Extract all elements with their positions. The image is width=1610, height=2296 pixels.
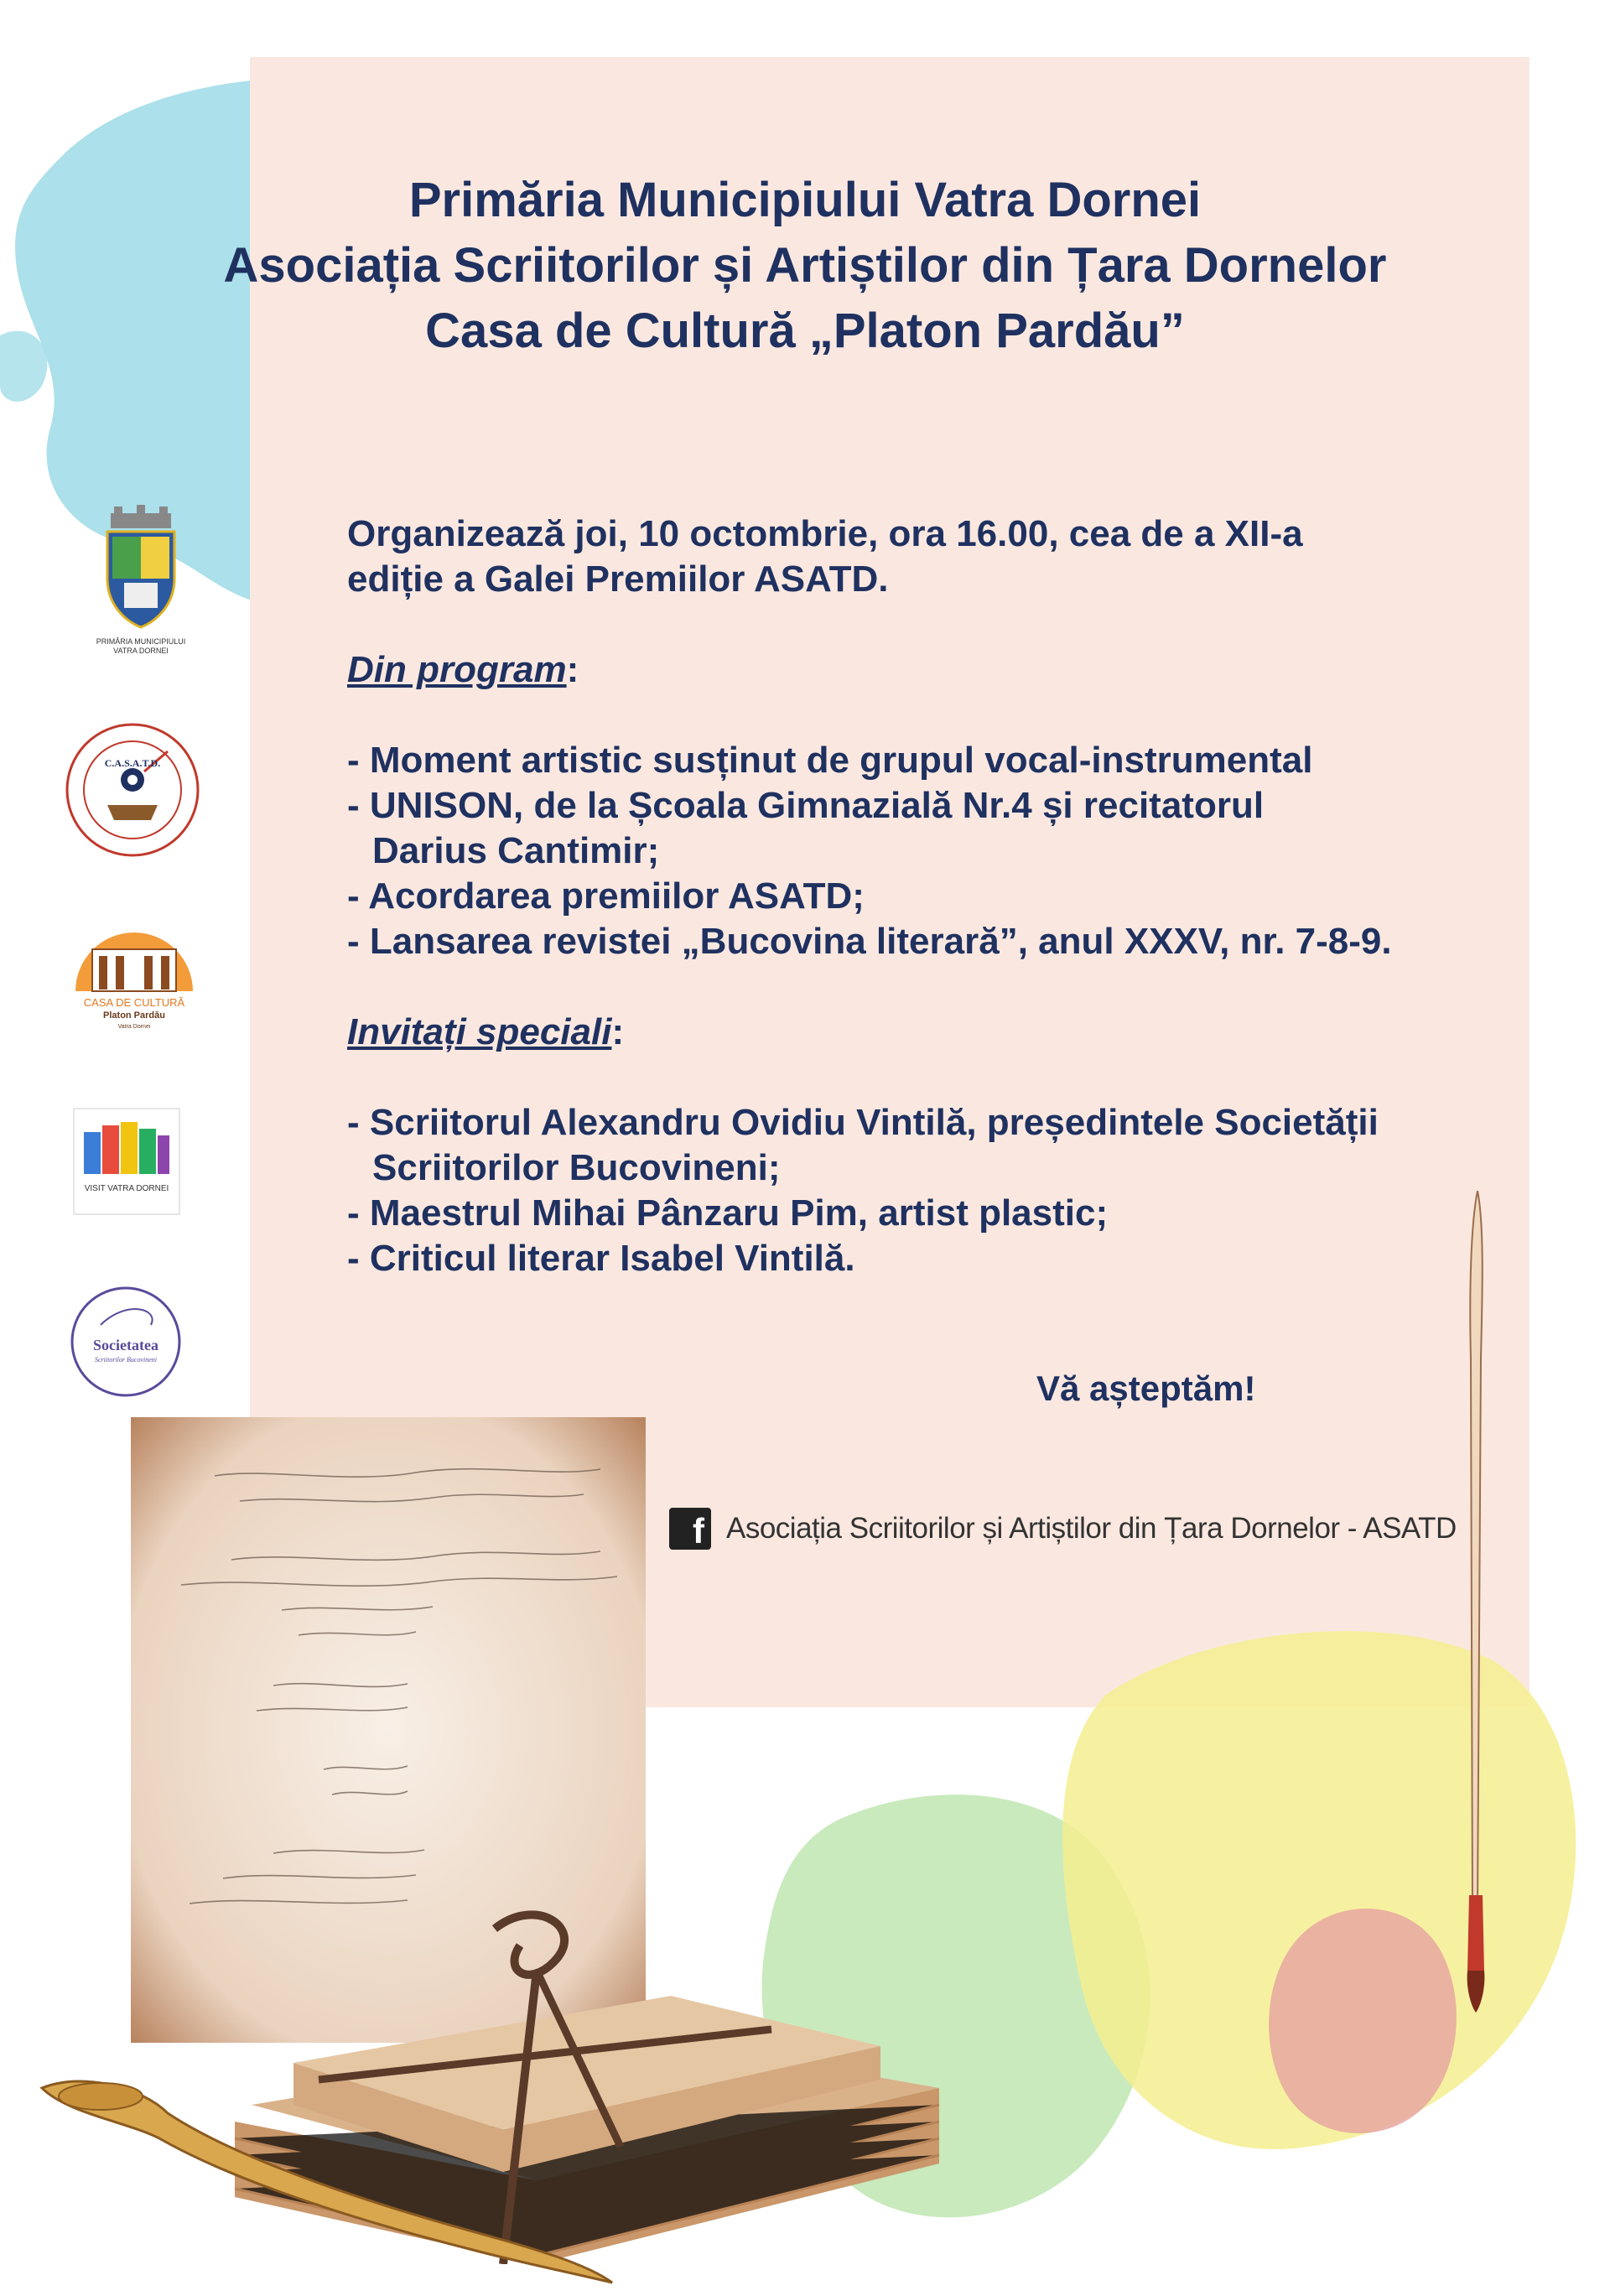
svg-text:Societatea: Societatea <box>93 1337 158 1353</box>
guest-item: - Criticul literar Isabel Vintilă. <box>347 1238 855 1279</box>
svg-text:Vatra Dornei: Vatra Dornei <box>117 1024 151 1030</box>
societatea-logo <box>67 1283 184 1400</box>
coat-of-arms-icon <box>99 503 183 637</box>
program-list <box>347 738 1521 964</box>
intro-line-2: ediție a Galei Premiilor ASATD. <box>347 558 889 600</box>
event-details <box>347 512 1521 1281</box>
header <box>0 168 1610 364</box>
asatd-seal-icon <box>64 721 201 859</box>
program-item: - Moment artistic susținut de grupul vocal-instrumental <box>347 740 1313 781</box>
guest-item: - Maestrul Mihai Pânzaru Pim, artist plastic; <box>347 1192 1109 1234</box>
guests-heading: Invitați speciali: <box>347 1011 625 1052</box>
header-line-casa-cultura: Casa de Cultură „Platon Pardău” <box>425 304 1185 358</box>
header-line-primaria: Primăria Municipiului Vatra Dornei <box>408 173 1202 227</box>
svg-text:Platon Pardău: Platon Pardău <box>103 1010 165 1021</box>
program-item: - UNISON, de la Școala Gimnazială Nr.4 și recitatorul <box>347 785 1265 826</box>
casa-de-cultura-logo <box>50 916 218 1033</box>
facebook-page-link[interactable] <box>669 1508 1457 1550</box>
svg-text:CASA DE CULTURĂ: CASA DE CULTURĂ <box>83 996 185 1009</box>
primaria-logo-caption: PRIMĂRIA MUNICIPIULUI VATRA DORNEI <box>96 637 186 655</box>
facebook-page-name: Asociația Scriitorilor și Artiștilor din Țara Dornelor - ASATD <box>726 1512 1457 1545</box>
program-item: Darius Cantimir; <box>372 830 660 871</box>
quill-pen-illustration <box>34 2063 621 2289</box>
intro-line-1: Organizează joi, 10 octombrie, ora 16.00, cea de a XII-a <box>347 513 1303 554</box>
guest-item: Scriitorilor Bucovineni; <box>372 1147 781 1188</box>
svg-text:Scriitorilor Bucovineni: Scriitorilor Bucovineni <box>95 1356 157 1364</box>
facebook-icon: f <box>669 1508 711 1550</box>
closing-invitation: Vă așteptăm! <box>1036 1369 1256 1408</box>
guests-list <box>347 1100 1521 1281</box>
svg-text:C.A.S.A.T.D.: C.A.S.A.T.D. <box>104 757 161 769</box>
program-item: - Acordarea premiilor ASATD; <box>347 875 865 917</box>
guest-item: - Scriitorul Alexandru Ovidiu Vintilă, președintele Societății <box>347 1102 1379 1143</box>
visit-vatra-dornei-logo <box>72 1107 181 1216</box>
program-item: - Lansarea revistei „Bucovina literară”, anul XXXV, nr. 7-8-9. <box>347 921 1392 962</box>
svg-text:VISIT VATRA DORNEI: VISIT VATRA DORNEI <box>84 1184 169 1193</box>
header-line-asociatia: Asociația Scriitorilor și Artiștilor din Țara Dornelor <box>223 238 1387 293</box>
paint-brush-illustration <box>1434 1191 1518 2013</box>
program-heading: Din program: <box>347 649 579 690</box>
